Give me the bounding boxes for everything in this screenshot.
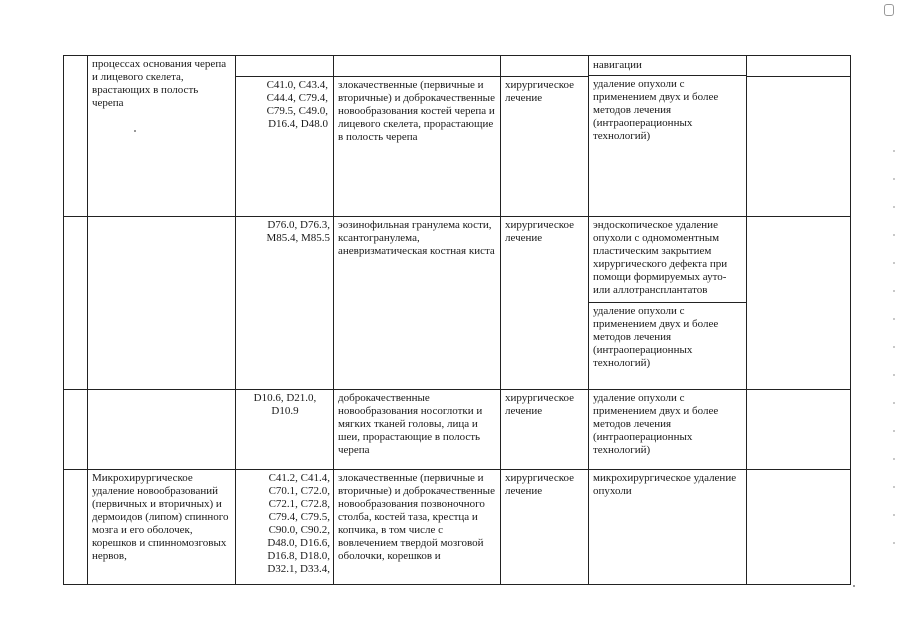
model-text: злокачественные (первичные и вторичные) и доброкачественные новообразования костей черепа и лицевого скелета, прорастающие в полость черепа xyxy=(338,79,495,143)
codes-text: C41.2, C41.4, C70.1, C72.0, C72.1, C72.8, C79.4, C79.5, C90.0, C90.2, D48.0, D16.6, D16.8, D18.0, D32.1, D33.4, xyxy=(236,470,334,585)
row-number-cell xyxy=(64,56,88,217)
model-cell xyxy=(334,56,501,217)
method-text: удаление опухоли с применением двух и более методов лечения (интраоперационных технологий) xyxy=(589,390,747,470)
volume-top-cell xyxy=(747,56,850,77)
codes-text: C41.0, C43.4, C44.4, C79.4, C79.5, C49.0, D16.4, D48.0 xyxy=(266,79,328,130)
codes-cell xyxy=(236,56,334,217)
treatment-text: хирургическое лечение xyxy=(505,79,575,104)
name-cell xyxy=(88,217,236,390)
volume-cell xyxy=(747,56,851,217)
table-row xyxy=(64,217,851,390)
volume-cell xyxy=(747,470,851,585)
corner-scan-mark xyxy=(884,4,894,16)
method-cell xyxy=(589,217,747,390)
treatment-cell xyxy=(501,56,589,217)
volume-empty xyxy=(747,77,850,79)
codes-text: D10.6, D21.0, D10.9 xyxy=(236,390,334,470)
name-cell xyxy=(88,390,236,470)
row-number-cell xyxy=(64,470,88,585)
treatment-text: хирургическое лечение xyxy=(501,390,589,470)
method-text: микрохирургическое удаление опухоли xyxy=(589,470,747,585)
model-top-cell xyxy=(334,56,500,77)
volume-cell xyxy=(747,217,851,390)
scan-dot xyxy=(853,585,855,587)
method-cell xyxy=(589,56,747,217)
table-row xyxy=(64,56,851,217)
treatment-text: хирургическое лечение xyxy=(501,217,589,390)
margin-scan-marks xyxy=(893,150,896,570)
method-text: удаление опухоли с применением двух и более методов лечения (интраоперационных технологий) xyxy=(593,78,719,142)
method-text-a: эндоскопическое удаление опухоли с одномоментным пластическим закрытием хирургического дефекта при помощи формируемых ауто- или аллотрансплантатов xyxy=(589,217,746,303)
codes-top-cell xyxy=(236,56,333,77)
row-number-cell xyxy=(64,390,88,470)
table-row xyxy=(64,470,851,585)
row-number-cell xyxy=(64,217,88,390)
volume-cell xyxy=(747,390,851,470)
name-cell xyxy=(88,56,236,217)
model-text: злокачественные (первичные и вторичные) и доброкачественные новообразования позвоночного столба, костей таза, крестца и копчика, в том числе с вовлечением твердой мозговой оболочки, корешков и xyxy=(334,470,501,585)
treatment-text: хирургическое лечение xyxy=(501,470,589,585)
medical-care-table xyxy=(63,55,851,585)
method-text-b: удаление опухоли с применением двух и более методов лечения (интраоперационных технологий) xyxy=(593,305,719,369)
name-continuation: процессах основания черепа и лицевого скелета, врастающих в полость черепа xyxy=(92,58,227,109)
model-text: эозинофильная гранулема кости, ксантогранулема, аневризматическая костная киста xyxy=(334,217,501,390)
treatment-top-cell xyxy=(501,56,588,77)
model-text: доброкачественные новообразования носоглотки и мягких тканей головы, лица и шеи, прорастающие в полость черепа xyxy=(334,390,501,470)
method-top-text: навигации xyxy=(589,56,746,76)
codes-text: D76.0, D76.3, M85.4, M85.5 xyxy=(236,217,334,390)
table-row xyxy=(64,390,851,470)
name-text: Микрохирургическое удаление новообразований (первичных и вторичных) и дермоидов (липом) спинного мозга и его оболочек, корешков и спинномозговых нервов, xyxy=(88,470,236,585)
